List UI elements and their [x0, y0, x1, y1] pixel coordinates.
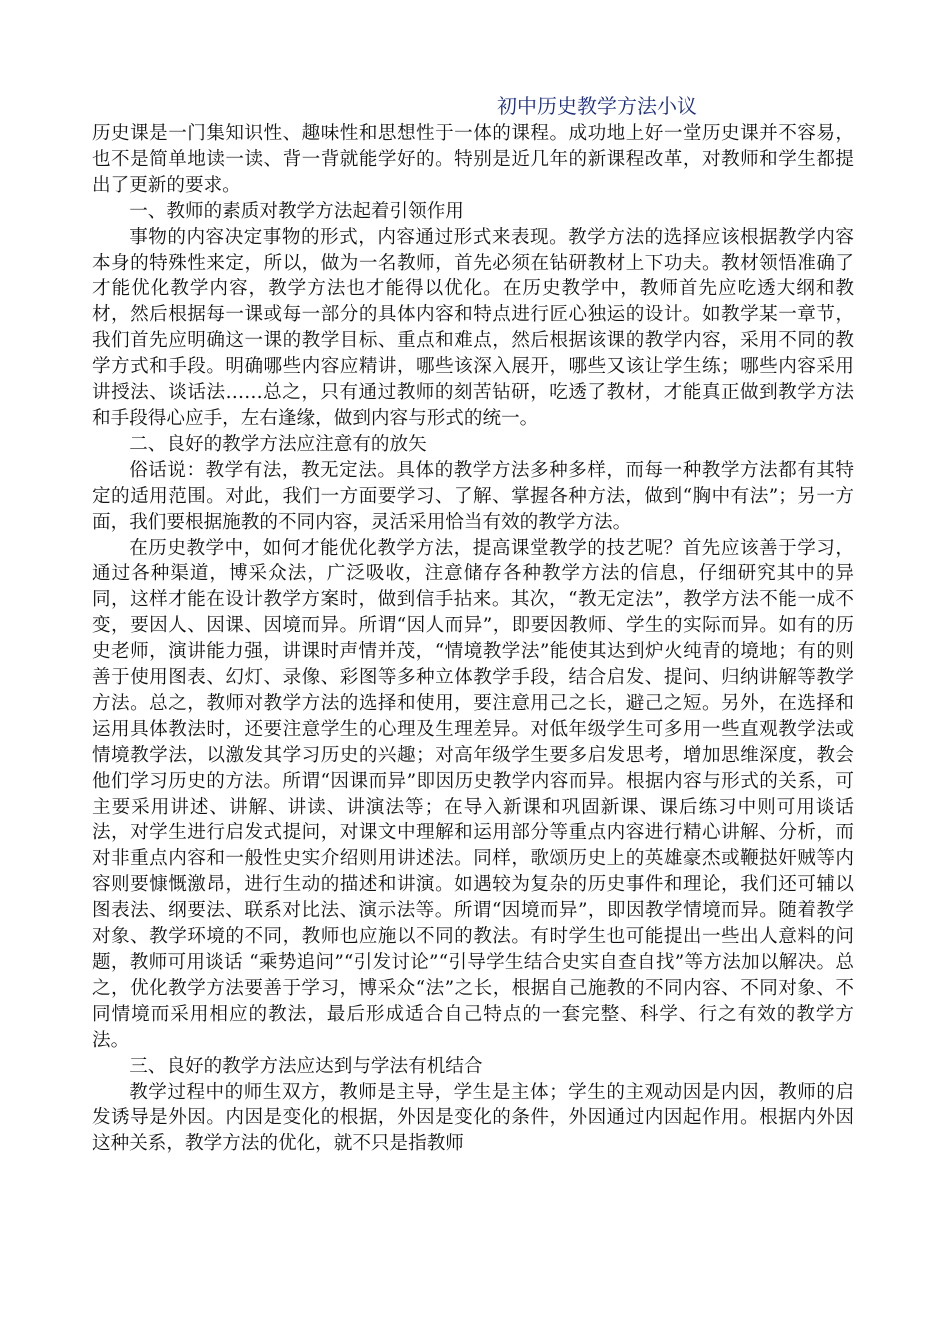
- document-body: [92, 121, 854, 1157]
- document-title: 初中历史教学方法小议: [497, 94, 697, 118]
- section-3-paragraph: 教学过程中的师生双方，教师是主导，学生是主体；学生的主观动因是内因，教师的启发诱导是外因。内因是变化的根据，外因是变化的条件，外因通过内因起作用。根据内外因这种关系，教学方法的优化，就不只是指教师: [92, 1081, 854, 1155]
- section-2-paragraph-2: 在历史教学中，如何才能优化教学方法，提高课堂教学的技艺呢？首先应该善于学习，通过各种渠道，博采众法，广泛吸收，注意储存各种教学方法的信息，仔细研究其中的异同，这样才能在设计教学方案时，做到信手拈来。其次，“教无定法”，教学方法不能一成不变，要因人、因课、因境而异。所谓“因人而异”，即要因教师、学生的实际而异。如有的历史老师，演讲能力强，讲课时声情并茂，“情境教学法”能使其达到炉火纯青的境地；有的则善于使用图表、幻灯、录像、彩图等多种立体教学手段，结合启发、提问、归纳讲解等教学方法。总之，教师对教学方法的选择和使用，要注意用己之长，避己之短。另外，在选择和运用具体教法时，还要注意学生的心理及生理差异。对低年级学生可多用一些直观教学法或情境教学法，以激发其学习历史的兴趣；对高年级学生要多启发思考，增加思维深度，教会他们学习历史的方法。所谓“因课而异”即因历史教学内容而异。根据内容与形式的关系，可主要采用讲述、讲解、讲读、讲演法等；在导入新课和巩固新课、课后练习中则可用谈话法，对学生进行启发式提问，对课文中理解和运用部分等重点内容进行精心讲解、分析，而对非重点内容和一般性史实介绍则用讲述法。同样，歌颂历史上的英雄豪杰或鞭挞奸贼等内容则要慷慨激昂，进行生动的描述和讲演。如遇较为复杂的历史事件和理论，我们还可辅以图表法、纲要法、联系对比法、演示法等。所谓“因境而异”，即因教学情境而异。随着教学对象、教学环境的不同，教师也应施以不同的教法。有时学生也可能提出一些出人意料的问题，教师可用谈话 “乘势追问”“引发讨论”“引导学生结合史实自查自找”等方法加以解决。总之，优化教学方法要善于学习，博采众“法”之长，根据自己施教的不同内容、不同对象、不同情境而采用相应的教法，最后形成适合自己特点的一套完整、科学、行之有效的教学方法。: [92, 537, 854, 1051]
- intro-paragraph: 历史课是一门集知识性、趣味性和思想性于一体的课程。成功地上好一堂历史课并不容易，也不是简单地读一读、背一背就能学好的。特别是近几年的新课程改革，对教师和学生都提出了更新的要求。: [92, 123, 854, 196]
- section-1-paragraph: 事物的内容决定事物的形式，内容通过形式来表现。教学方法的选择应该根据教学内容本身的特殊性来定，所以，做为一名教师，首先必须在钻研教材上下功夫。教材领悟准确了才能优化教学内容，教学方法也才能得以优化。在历史教学中，教师首先应吃透大纲和教材，然后根据每一课或每一部分的具体内容和特点进行匠心独运的设计。如教学某一章节，我们首先应明确这一课的教学目标、重点和难点，然后根据该课的教学内容，采用不同的教学方式和手段。明确哪些内容应精讲，哪些该深入展开，哪些又该让学生练；哪些内容采用讲授法、谈话法……总之，只有通过教师的刻苦钻研，吃透了教材，才能真正做到教学方法和手段得心应手，左右逢缘，做到内容与形式的统一。: [92, 226, 854, 429]
- section-heading-2: 二、良好的教学方法应注意有的放矢: [129, 433, 427, 455]
- section-heading-1: 一、教师的素质对教学方法起着引领作用: [129, 200, 464, 222]
- section-heading-3: 三、良好的教学方法应达到与学法有机结合: [129, 1055, 483, 1077]
- section-2-paragraph-1: 俗话说：教学有法，教无定法。具体的教学方法多种多样，而每一种教学方法都有其特定的适用范围。对此，我们一方面要学习、了解、掌握各种方法，做到“胸中有法”；另一方面，我们要根据施教的不同内容，灵活采用恰当有效的教学方法。: [92, 459, 854, 533]
